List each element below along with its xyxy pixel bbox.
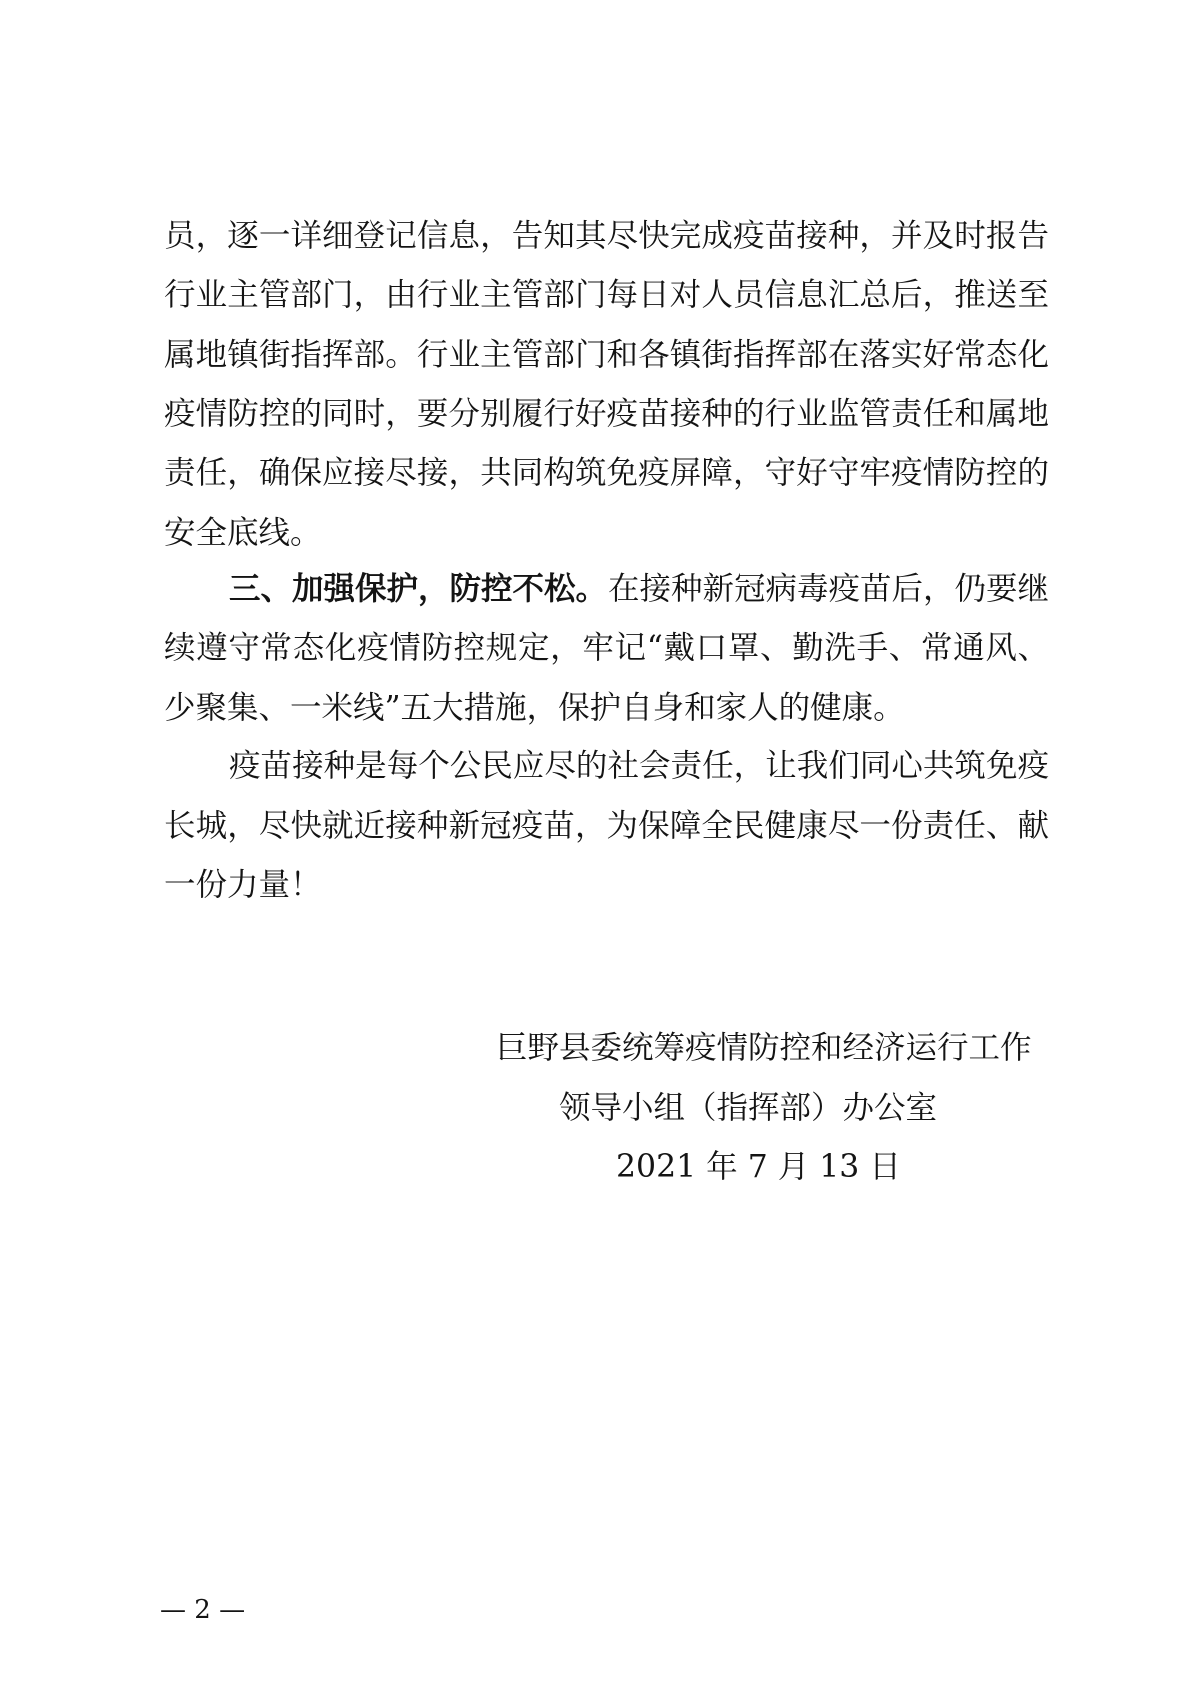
paragraph-line: 长城，尽快就近接种新冠疫苗，为保障全民健康尽一份责任、献 bbox=[164, 808, 1049, 844]
paragraph-line: 安全底线。 bbox=[164, 515, 322, 551]
paragraph-line: 行业主管部门，由行业主管部门每日对人员信息汇总后，推送至 bbox=[164, 277, 1049, 313]
paragraph-line: 疫情防控的同时，要分别履行好疫苗接种的行业监管责任和属地 bbox=[164, 396, 1049, 432]
section-3-text: 在接种新冠病毒疫苗后，仍要继 bbox=[607, 571, 1049, 607]
paragraph-line: 续遵守常态化疫情防控规定，牢记“戴口罩、勤洗手、常通风、 bbox=[164, 630, 1049, 666]
page-number: — 2 — bbox=[160, 1595, 246, 1625]
signature-org-line-1: 巨野县委统筹疫情防控和经济运行工作 bbox=[496, 1030, 1032, 1066]
section-3-heading: 三、加强保护，防控不松。 bbox=[229, 571, 608, 607]
paragraph-line: 员，逐一详细登记信息，告知其尽快完成疫苗接种，并及时报告 bbox=[164, 218, 1049, 254]
paragraph-line: 责任，确保应接尽接，共同构筑免疫屏障，守好守牢疫情防控的 bbox=[164, 455, 1049, 491]
section-3-first-line bbox=[229, 560, 1049, 618]
paragraph-line: 一份力量！ bbox=[164, 867, 322, 903]
signature-date: 2021 年 7 月 13 日 bbox=[616, 1149, 901, 1185]
signature-org-line-2: 领导小组（指挥部）办公室 bbox=[559, 1090, 938, 1126]
paragraph-line: 属地镇街指挥部。行业主管部门和各镇街指挥部在落实好常态化 bbox=[164, 337, 1049, 373]
paragraph-line: 少聚集、一米线”五大措施，保护自身和家人的健康。 bbox=[164, 690, 905, 726]
paragraph-line: 疫苗接种是每个公民应尽的社会责任，让我们同心共筑免疫 bbox=[229, 748, 1049, 784]
